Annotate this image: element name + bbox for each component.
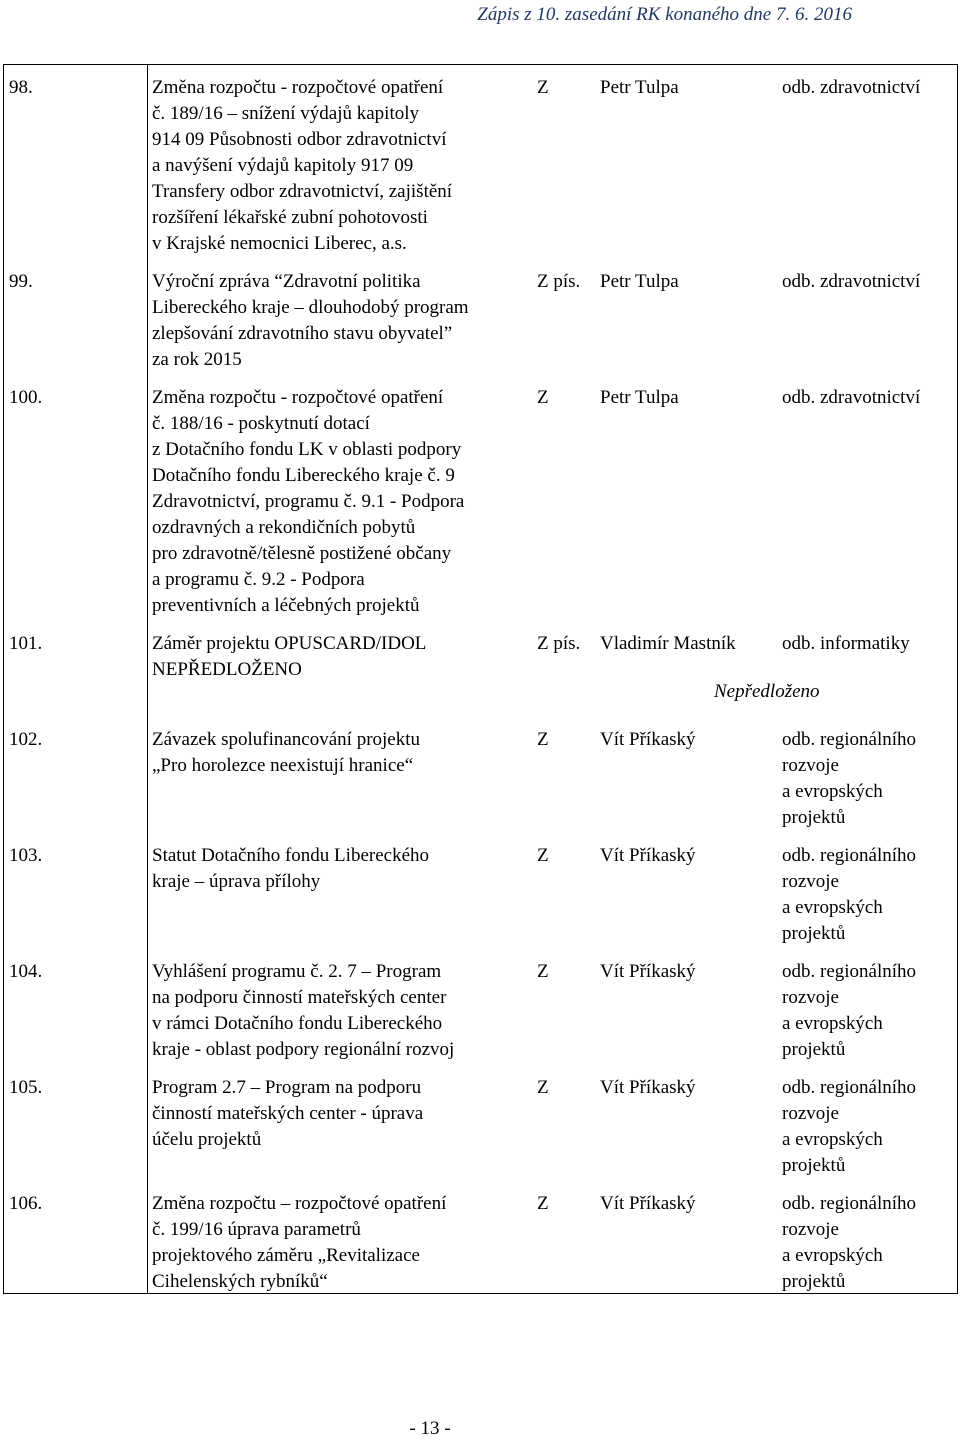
column-divider — [147, 1181, 148, 1293]
item-number: 102. — [9, 729, 43, 750]
column-divider — [147, 65, 148, 259]
item-title: Závazek spolufinancování projektu „Pro horolezce neexistují hranice“ — [152, 729, 421, 776]
presenter-name: Vít Příkaský — [600, 1077, 696, 1098]
not-submitted-note: Nepředloženo — [714, 681, 820, 702]
item-title: Záměr projektu OPUSCARD/IDOL NEPŘEDLOŽENO — [152, 633, 427, 680]
presenter-name: Vít Příkaský — [600, 961, 696, 982]
department: odb. zdravotnictví — [782, 77, 921, 98]
item-number: 98. — [9, 77, 33, 98]
agenda-row-100 — [4, 375, 957, 621]
department: odb. informatiky — [782, 633, 910, 654]
item-number: 100. — [9, 387, 43, 408]
agenda-row-104 — [4, 949, 957, 1065]
presenter-mark: Z — [537, 1193, 549, 1214]
presenter-mark: Z pís. — [537, 633, 581, 654]
presenter-mark: Z — [537, 1077, 549, 1098]
presenter-mark: Z — [537, 77, 549, 98]
presenter-name: Vít Příkaský — [600, 1193, 696, 1214]
item-number: 104. — [9, 961, 43, 982]
department: odb. regionálního rozvoje a evropských projektů — [782, 1193, 917, 1292]
agenda-row-103 — [4, 833, 957, 949]
agenda-row-101 — [4, 621, 957, 717]
page-number: - 13 - — [409, 1418, 451, 1439]
department: odb. regionálního rozvoje a evropských projektů — [782, 845, 917, 944]
column-divider — [147, 949, 148, 1065]
item-title: Změna rozpočtu - rozpočtové opatření č. 189/16 – snížení výdajů kapitoly 914 09 Působnosti odbor zdravotnictví a navýšení výdajů kapitoly 917 09 Transfery odbor zdravotnictví, zajištění rozšíření lékařské zubní pohotovosti v Krajské nemocnici Liberec, a.s. — [152, 77, 453, 254]
item-title: Vyhlášení programu č. 2. 7 – Program na podporu činností mateřských center v rámci Dotačního fondu Libereckého kraje - oblast podpory regionální rozvoj — [152, 961, 455, 1060]
document-header: Zápis z 10. zasedání RK konaného dne 7. 6. 2016 — [477, 4, 852, 25]
presenter-name: Petr Tulpa — [600, 387, 679, 408]
item-title: Program 2.7 – Program na podporu činností mateřských center - úprava účelu projektů — [152, 1077, 424, 1150]
column-divider — [147, 717, 148, 833]
agenda-table — [3, 64, 958, 1294]
item-title: Statut Dotačního fondu Libereckého kraje – úprava přílohy — [152, 845, 430, 892]
column-divider — [147, 621, 148, 717]
agenda-row-98 — [4, 65, 957, 259]
column-divider — [147, 375, 148, 621]
presenter-name: Vladimír Mastník — [600, 633, 736, 654]
agenda-row-99 — [4, 259, 957, 375]
item-number: 103. — [9, 845, 43, 866]
column-divider — [147, 259, 148, 375]
item-number: 99. — [9, 271, 33, 292]
item-number: 101. — [9, 633, 43, 654]
item-number: 106. — [9, 1193, 43, 1214]
item-title: Výroční zpráva “Zdravotní politika Libereckého kraje – dlouhodobý program zlepšování zdravotního stavu obyvatel” za rok 2015 — [152, 271, 469, 370]
column-divider — [147, 833, 148, 949]
presenter-mark: Z — [537, 845, 549, 866]
item-title: Změna rozpočtu – rozpočtové opatření č. 199/16 úprava parametrů projektového záměru „Revitalizace Cihelenských rybníků“ — [152, 1193, 447, 1292]
presenter-mark: Z — [537, 729, 549, 750]
item-number: 105. — [9, 1077, 43, 1098]
agenda-row-105 — [4, 1065, 957, 1181]
presenter-name: Petr Tulpa — [600, 77, 679, 98]
presenter-name: Petr Tulpa — [600, 271, 679, 292]
agenda-row-102 — [4, 717, 957, 833]
column-divider — [147, 1065, 148, 1181]
presenter-name: Vít Příkaský — [600, 845, 696, 866]
presenter-name: Vít Příkaský — [600, 729, 696, 750]
department: odb. regionálního rozvoje a evropských projektů — [782, 961, 917, 1060]
department: odb. regionálního rozvoje a evropských projektů — [782, 729, 917, 828]
presenter-mark: Z — [537, 961, 549, 982]
presenter-mark: Z pís. — [537, 271, 581, 292]
department: odb. zdravotnictví — [782, 387, 921, 408]
department: odb. zdravotnictví — [782, 271, 921, 292]
department: odb. regionálního rozvoje a evropských projektů — [782, 1077, 917, 1176]
presenter-mark: Z — [537, 387, 549, 408]
item-title: Změna rozpočtu - rozpočtové opatření č. 188/16 - poskytnutí dotací z Dotačního fondu LK v oblasti podpory Dotačního fondu Libereckého kraje č. 9 Zdravotnictví, programu č. 9.1 - Podpora ozdravných a rekondičních pobytů pro zdravotně/tělesně postižené občany a programu č. 9.2 - Podpora preventivních a léčebných projektů — [152, 387, 465, 616]
agenda-row-106 — [4, 1181, 957, 1293]
